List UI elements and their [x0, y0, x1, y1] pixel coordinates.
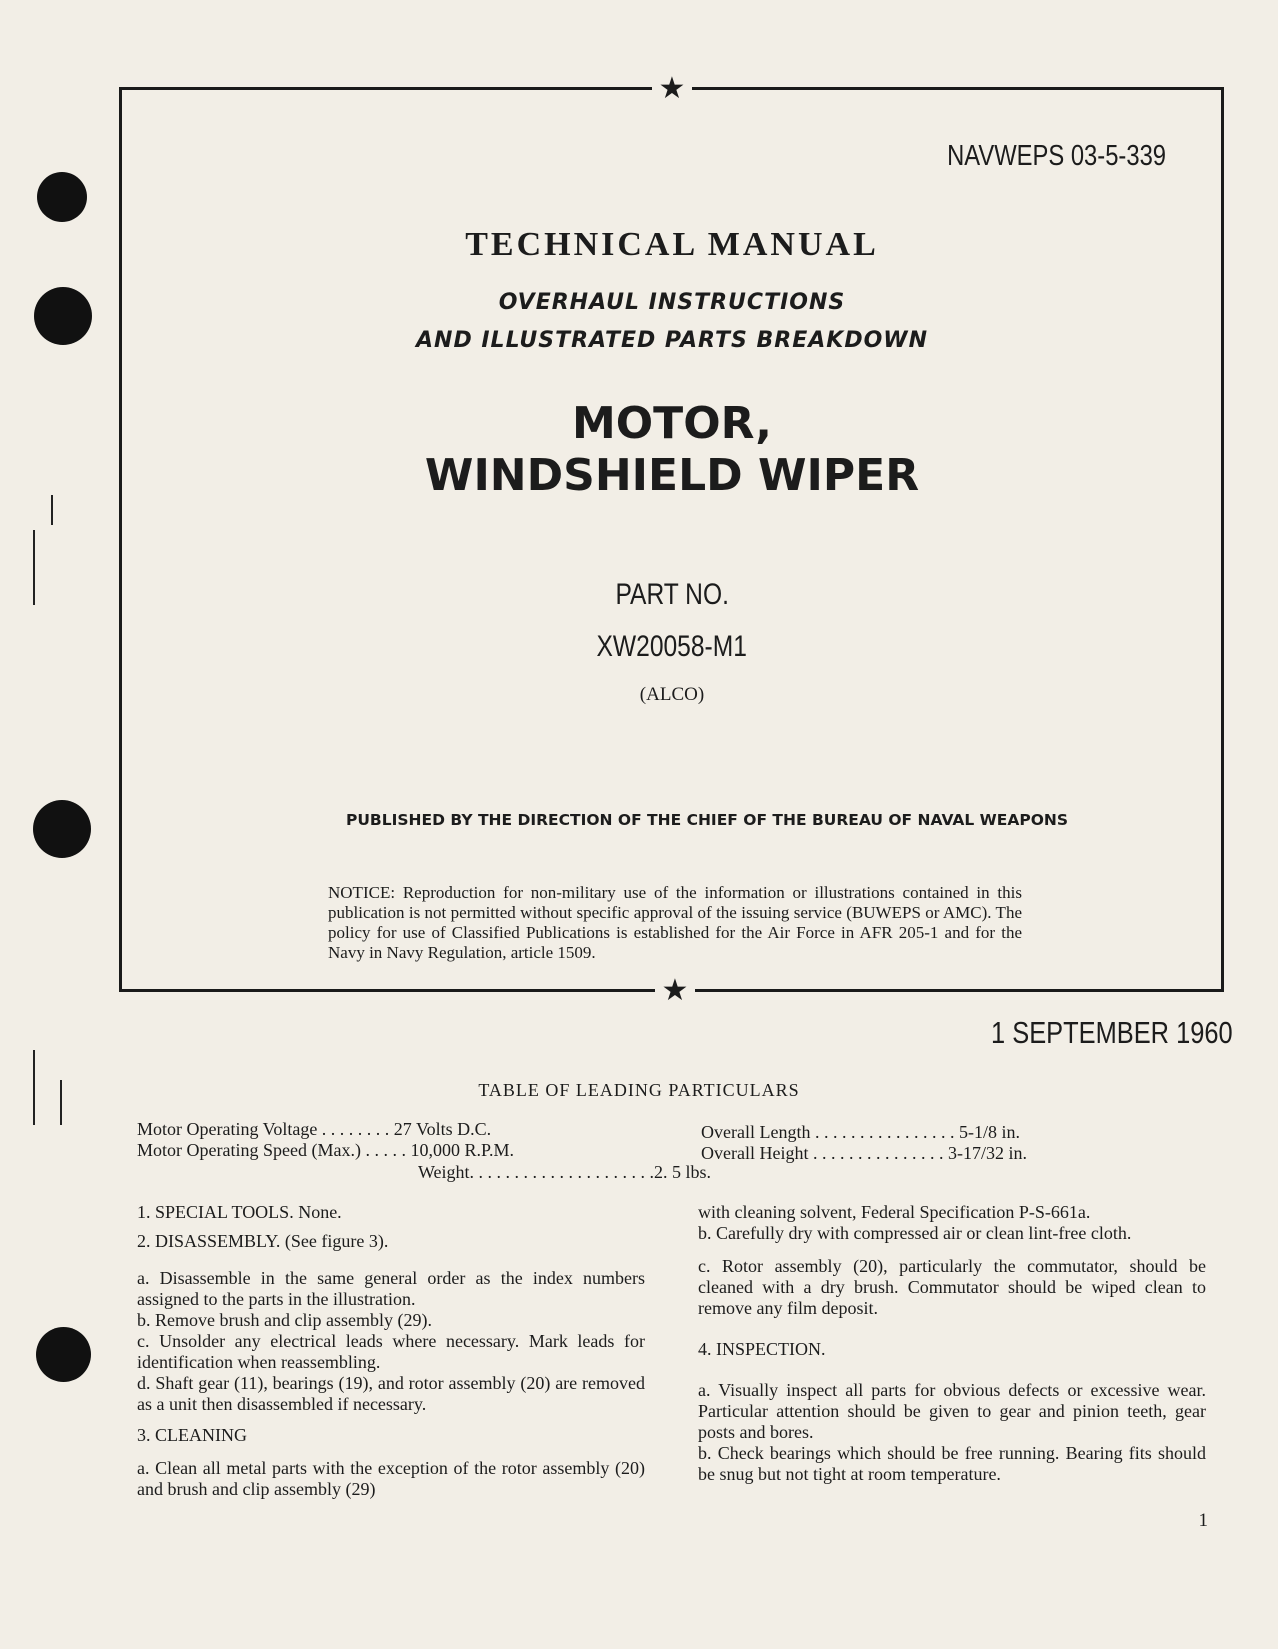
- section-inspection: 4. INSPECTION.: [698, 1339, 826, 1359]
- subtitle-line-2: AND ILLUSTRATED PARTS BREAKDOWN: [416, 328, 928, 353]
- disassembly-step-a: a. Disassemble in the same general order as the index numbers assigned to the parts in the illustration.: [137, 1268, 645, 1309]
- frame-right-rule: [1221, 87, 1224, 992]
- binder-hole: [33, 800, 91, 858]
- disassembly-step-c: c. Unsolder any electrical leads where necessary. Mark leads for identification when reassembling.: [137, 1331, 645, 1372]
- section-disassembly: 2. DISASSEMBLY. (See figure 3).: [137, 1231, 389, 1251]
- notice-paragraph: NOTICE: Reproduction for non-military use of the information or illustrations contained in this publication is not permitted without specific approval of the issuing service (BUWEPS or AMC). The policy for use of Classified Publications is established for the Air Force in AFR 205-1 and for the Navy in Navy Regulation, article 1509.: [328, 883, 1022, 962]
- cleaning-step-a-continued: with cleaning solvent, Federal Specification P-S-661a.: [698, 1202, 1091, 1222]
- right-column: [698, 1202, 1206, 1485]
- particular-weight: Weight. . . . . . . . . . . . . . . . . . . . .2. 5 lbs.: [418, 1162, 712, 1182]
- part-number-label-wrap: [120, 578, 1224, 612]
- cleaning-step-c: c. Rotor assembly (20), particularly the commutator, should be cleaned with a dry brush. Commutator should be wiped clean to remove any film deposit.: [698, 1256, 1206, 1318]
- edge-mark: [51, 495, 53, 525]
- inspection-step-a: a. Visually inspect all parts for obvious defects or excessive wear. Particular attention should be given to gear and pinion teeth, gear posts and bores.: [698, 1380, 1206, 1442]
- page-number: 1: [1198, 1510, 1208, 1531]
- binder-hole: [36, 1327, 91, 1382]
- disassembly-step-d: d. Shaft gear (11), bearings (19), and rotor assembly (20) are removed as a unit then disassembled if necessary.: [137, 1373, 645, 1414]
- binder-hole: [37, 172, 87, 222]
- frame-left-rule: [119, 87, 122, 992]
- subtitle-line-1: OVERHAUL INSTRUCTIONS: [498, 290, 846, 315]
- particular-speed: Motor Operating Speed (Max.) . . . . . 10,000 R.P.M.: [137, 1140, 514, 1160]
- particular-voltage: Motor Operating Voltage . . . . . . . . 27 Volts D.C.: [137, 1119, 492, 1139]
- particular-height: Overall Height . . . . . . . . . . . . . . . 3-17/32 in.: [701, 1143, 1027, 1163]
- document-number: NAVWEPS 03-5-339: [947, 140, 1166, 172]
- disassembly-step-b: b. Remove brush and clip assembly (29).: [137, 1310, 432, 1330]
- star-icon: ★: [652, 74, 692, 104]
- part-number-value: XW20058-M1: [596, 630, 748, 663]
- binder-hole: [34, 287, 92, 345]
- section-special-tools: 1. SPECIAL TOOLS. None.: [137, 1202, 342, 1222]
- part-number-label: PART NO.: [615, 578, 729, 611]
- publication-date: 1 SEPTEMBER 1960: [991, 1015, 1233, 1050]
- inspection-step-b: b. Check bearings which should be free running. Bearing fits should be snug but not tight at room temperature.: [698, 1443, 1206, 1484]
- cleaning-step-a: a. Clean all metal parts with the exception of the rotor assembly (20) and brush and clip assembly (29): [137, 1458, 645, 1499]
- manufacturer: (ALCO): [639, 684, 705, 705]
- section-cleaning: 3. CLEANING: [137, 1425, 247, 1445]
- leading-particulars-title: TABLE OF LEADING PARTICULARS: [478, 1080, 800, 1100]
- publisher-line: PUBLISHED BY THE DIRECTION OF THE CHIEF OF THE BUREAU OF NAVAL WEAPONS: [345, 811, 1069, 829]
- item-name-line-2: WINDSHIELD WIPER: [424, 450, 920, 501]
- cleaning-step-b: b. Carefully dry with compressed air or clean lint-free cloth.: [698, 1223, 1132, 1243]
- item-name-line-1: MOTOR,: [571, 398, 773, 449]
- edge-mark: [33, 530, 35, 605]
- part-number-value-wrap: [120, 630, 1224, 664]
- left-column: [137, 1202, 645, 1500]
- particular-length: Overall Length . . . . . . . . . . . . . . . . 5-1/8 in.: [701, 1122, 1020, 1142]
- manual-type-title: TECHNICAL MANUAL: [465, 226, 879, 263]
- star-icon: ★: [655, 976, 695, 1006]
